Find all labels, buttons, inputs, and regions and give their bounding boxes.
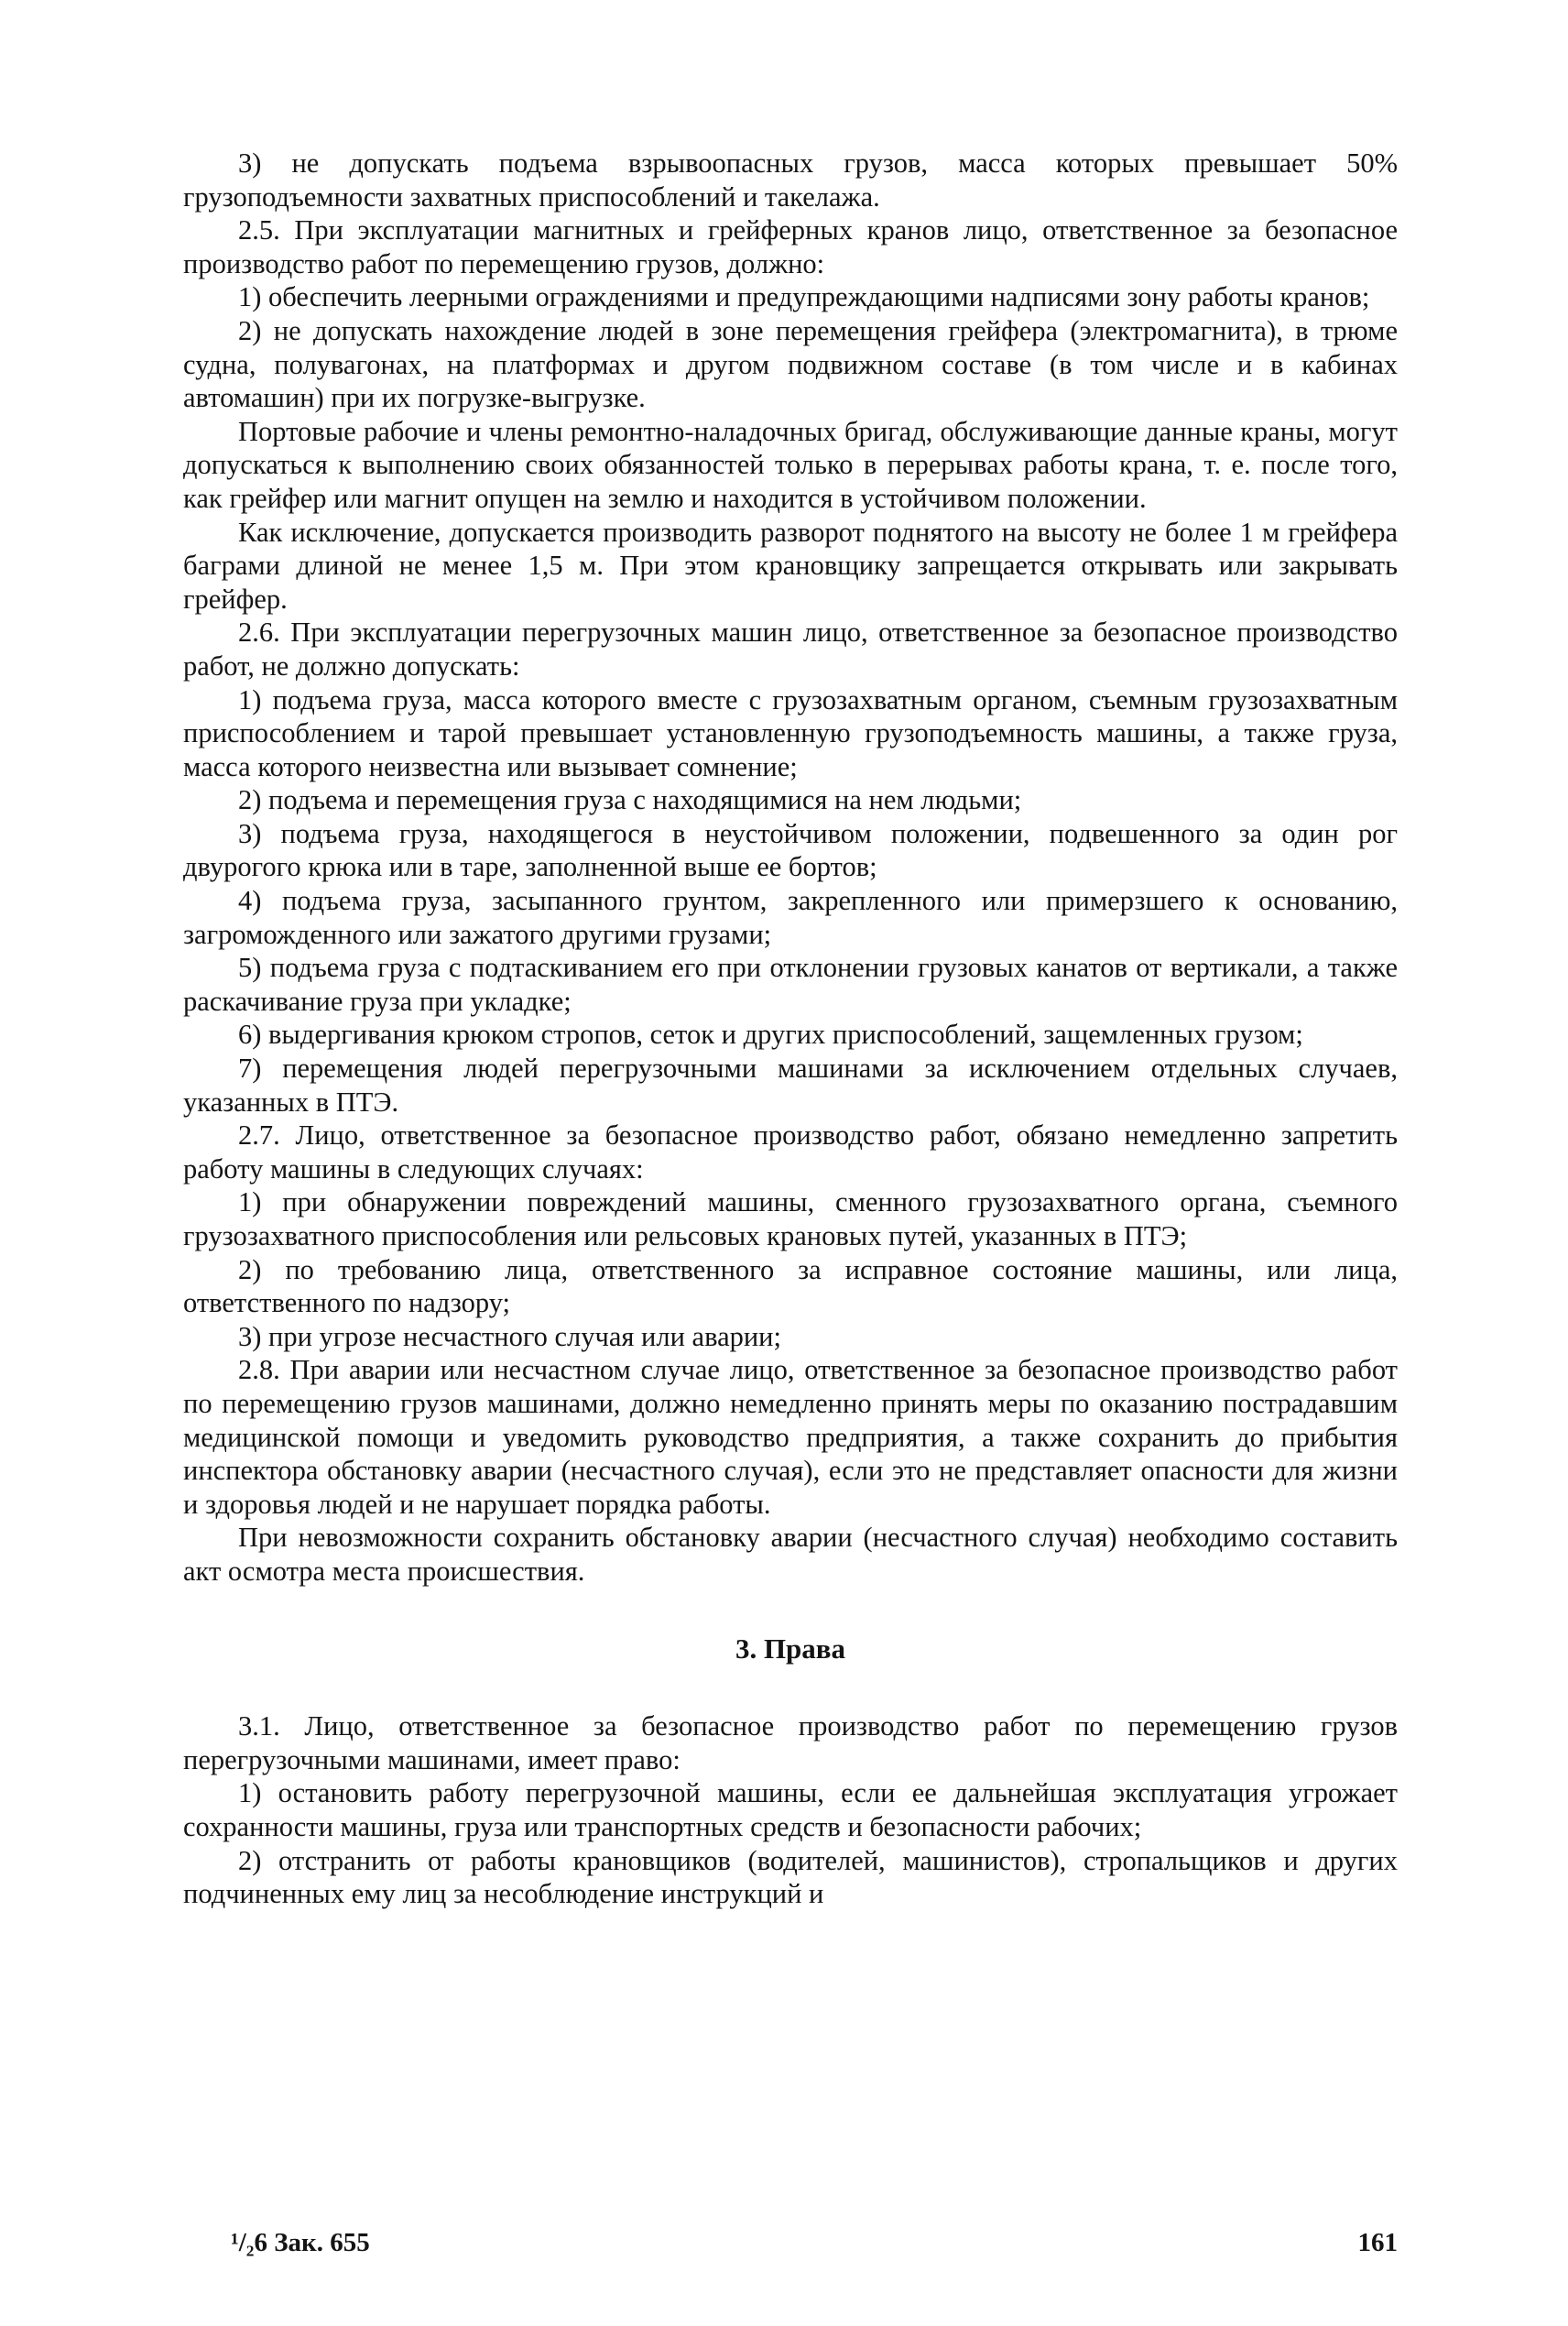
page-number: 161 [1357, 2228, 1398, 2257]
paragraph: Портовые рабочие и члены ремонтно-наладочных бригад, обслуживающие данные краны, могут допускаться к выполнению своих обязанностей только в перерывах работы крана, т. е. после того, как грейфер или магнит опущен на землю и находится в устойчивом положении. [183, 415, 1398, 514]
paragraph: 4) подъема груза, засыпанного грунтом, закрепленного или примерзшего к основанию, загроможденного или зажатого другими грузами; [183, 885, 1398, 950]
paragraph: 2) отстранить от работы крановщиков (водителей, машинистов), стропальщиков и других подчиненных ему лиц за несоблюдение инструкций и [183, 1844, 1398, 1910]
paragraph: 2) по требованию лица, ответственного за исправное состояние машины, или лица, ответственного по надзору; [183, 1253, 1398, 1319]
top-paragraphs [183, 147, 1398, 1589]
document-body [183, 147, 1398, 1911]
paragraph: 1) подъема груза, масса которого вместе с грузозахватным органом, съемным грузозахватным приспособлением и тарой превышает установленную грузоподъемность машины, а также груза, масса которого неизвестна или вызывает сомнение; [183, 683, 1398, 782]
paragraph: 2.8. При аварии или несчастном случае лицо, ответственное за безопасное производство работ по перемещению грузов машинами, должно немедленно принять меры по оказанию пострадавшим медицинской помощи и уведомить руководство предприятия, а также сохранить до прибытия инспектора обстановку аварии (несчастного случая), если это не представляет опасности для жизни и здоровья людей и не нарушает порядка работы. [183, 1354, 1398, 1520]
paragraph: При невозможности сохранить обстановку аварии (несчастного случая) необходимо составить акт осмотра места происшествия. [183, 1522, 1398, 1587]
paragraph: 2) не допускать нахождение людей в зоне перемещения грейфера (электромагнита), в трюме судна, полувагонах, на платформах и другом подвижном составе (в том числе и в кабинах автомашин) при их погрузке-выгрузке. [183, 314, 1398, 414]
paragraph: 1) остановить работу перегрузочной машины, если ее дальнейшая эксплуатация угрожает сохранности машины, груза или транспортных средств и безопасности рабочих; [183, 1777, 1398, 1842]
paragraph: 2.7. Лицо, ответственное за безопасное производство работ, обязано немедленно запретить работу машины в следующих случаях: [183, 1119, 1398, 1185]
bottom-paragraphs [183, 1709, 1398, 1911]
paragraph: 2.5. При эксплуатации магнитных и грейферных кранов лицо, ответственное за безопасное производство работ по перемещению грузов, должно: [183, 214, 1398, 279]
paragraph: 3) подъема груза, находящегося в неустойчивом положении, подвешенного за один рог двурогого крюка или в таре, заполненной выше ее бортов; [183, 817, 1398, 883]
paragraph: 3.1. Лицо, ответственное за безопасное производство работ по перемещению грузов перегрузочными машинами, имеет право: [183, 1710, 1398, 1775]
paragraph: 3) не допускать подъема взрывоопасных грузов, масса которых превышает 50% грузоподъемности захватных приспособлений и такелажа. [183, 147, 1398, 213]
paragraph: 3) при угрозе несчастного случая или аварии; [238, 1320, 781, 1352]
paragraph: 2) подъема и перемещения груза с находящимися на нем людьми; [238, 784, 1022, 816]
paragraph: 5) подъема груза с подтаскиванием его при отклонении грузовых канатов от вертикали, а также раскачивание груза при укладке; [183, 952, 1398, 1017]
print-signature: ¹/₂6 Зак. 655 [231, 2228, 370, 2257]
paragraph: 1) обеспечить леерными ограждениями и предупреждающими надписями зону работы кранов; [238, 281, 1370, 313]
paragraph: 2.6. При эксплуатации перегрузочных машин лицо, ответственное за безопасное производство работ, не должно допускать: [183, 617, 1398, 682]
paragraph: Как исключение, допускается производить разворот поднятого на высоту не более 1 м грейфера баграми длиной не менее 1,5 м. При этом крановщику запрещается открывать или закрывать грейфер. [183, 516, 1398, 615]
paragraph: 7) перемещения людей перегрузочными машинами за исключением отдельных случаев, указанных в ПТЭ. [183, 1053, 1398, 1118]
section-heading: 3. Права [735, 1632, 846, 1665]
paragraph: 6) выдергивания крюком стропов, сеток и других приспособлений, защемленных грузом; [238, 1019, 1303, 1051]
paragraph: 1) при обнаружении повреждений машины, сменного грузозахватного органа, съемного грузозахватного приспособления или рельсовых крановых путей, указанных в ПТЭ; [183, 1186, 1398, 1251]
